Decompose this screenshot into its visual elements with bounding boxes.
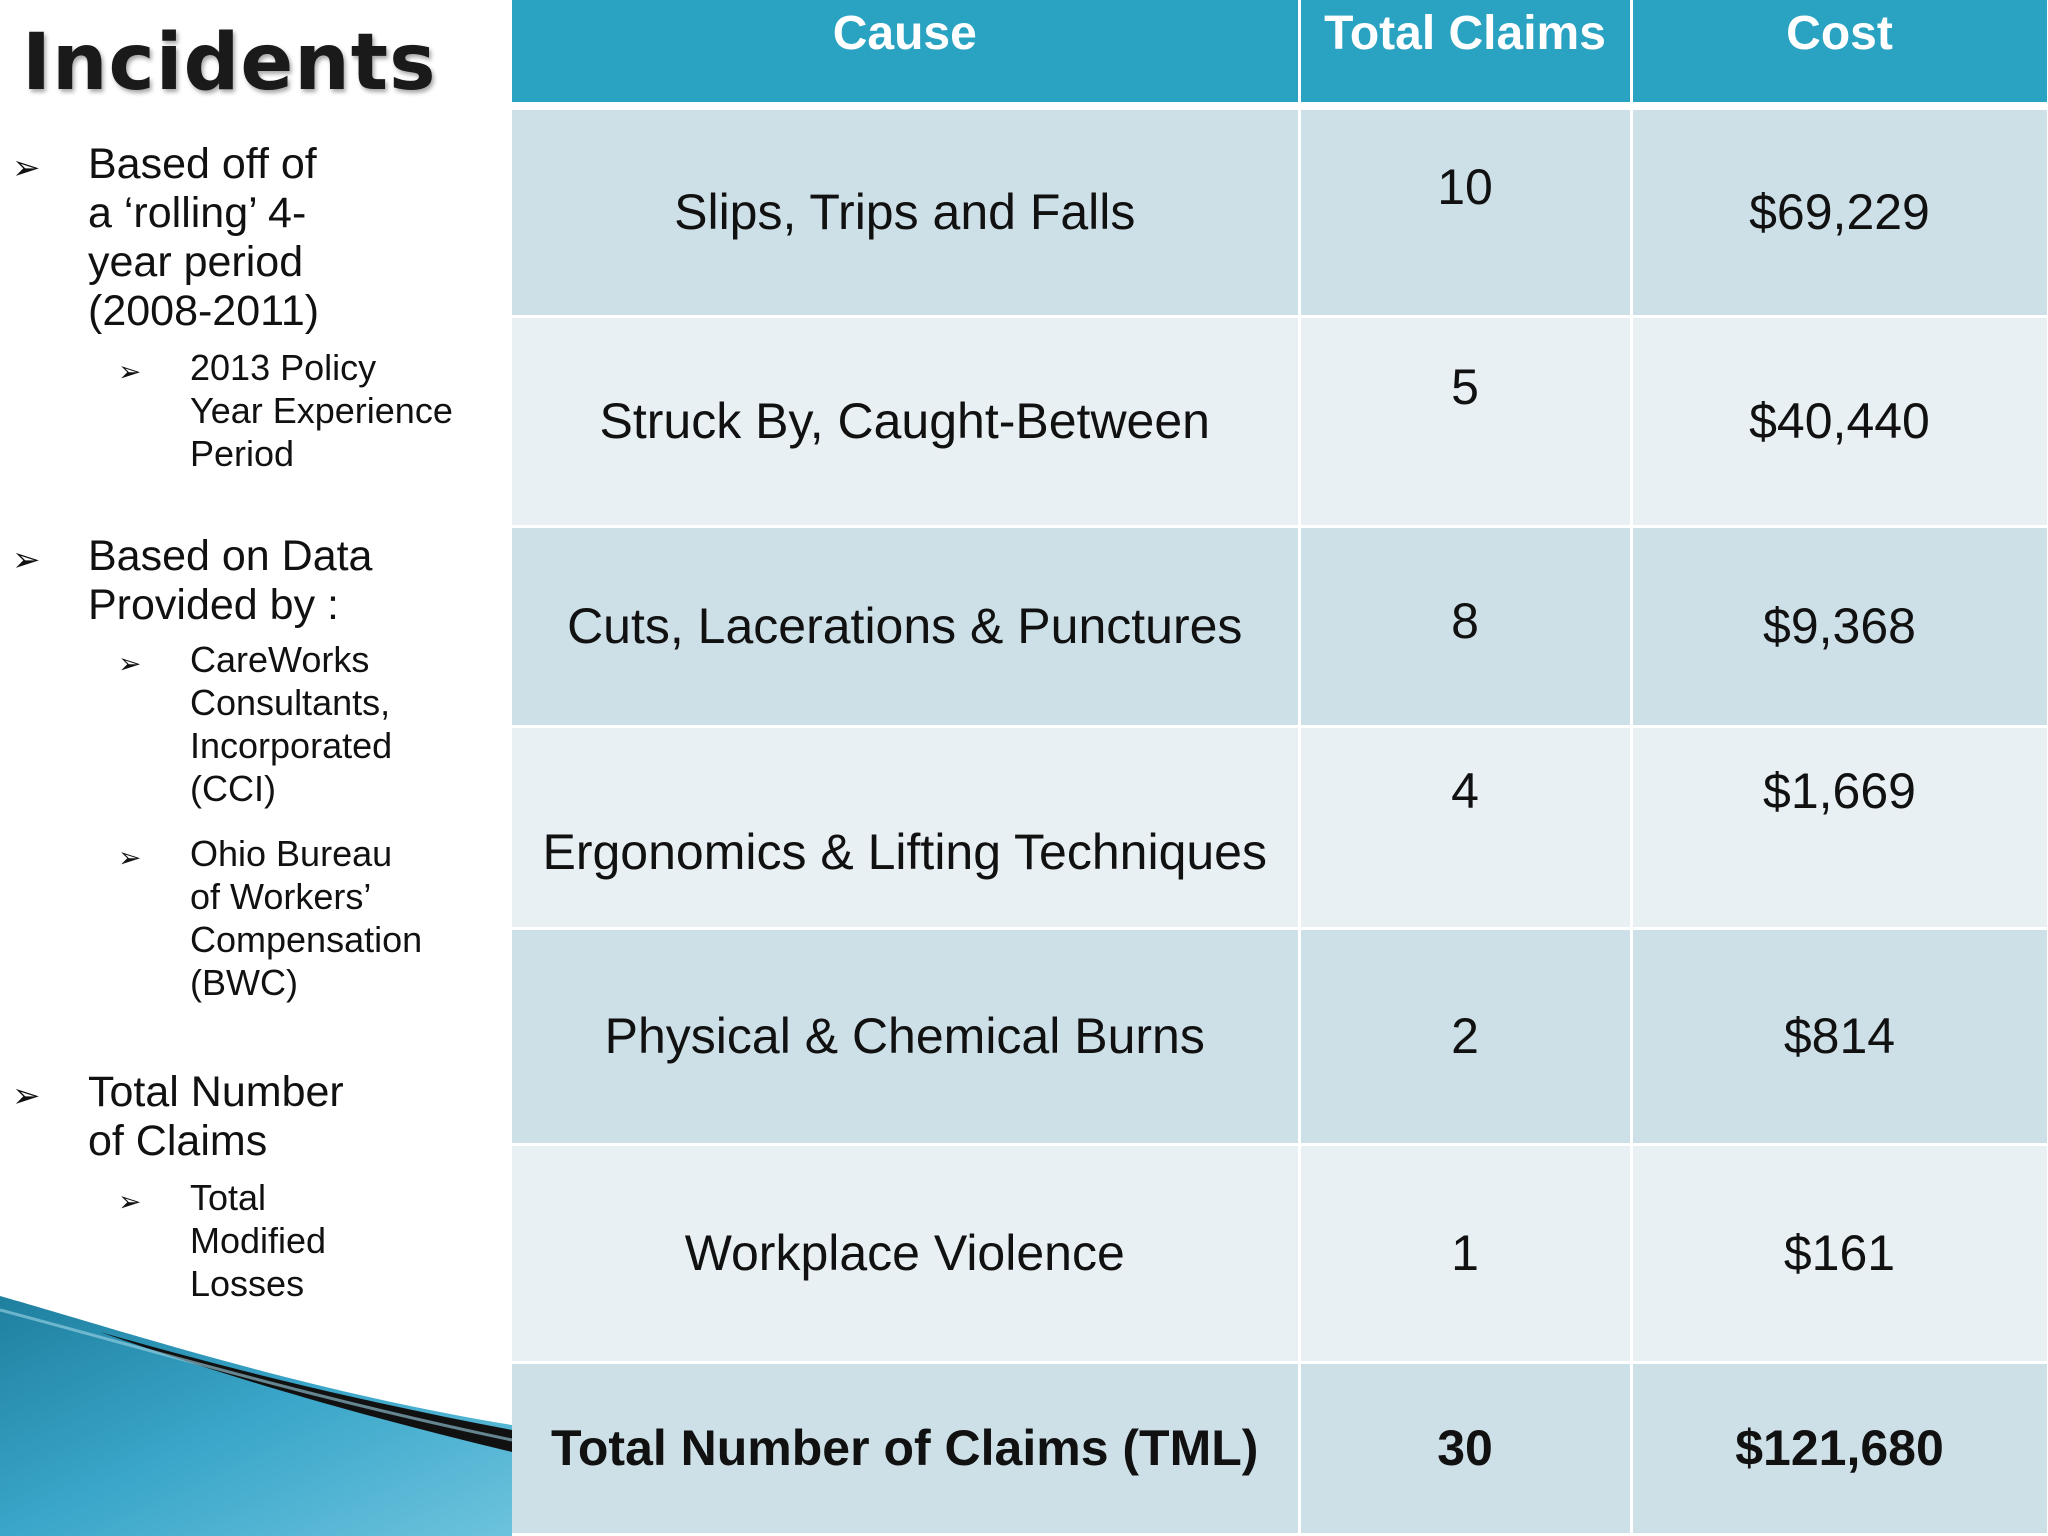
table-row	[512, 526, 2048, 726]
bullet-total-claims	[12, 1068, 344, 1166]
bullet-arrow-icon: ➢	[12, 540, 41, 580]
cause-cell: Ergonomics & Lifting Techniques	[512, 726, 1299, 928]
claims-cell: 10	[1299, 106, 1631, 316]
bullet-policy-year	[118, 346, 453, 475]
bullet-text: 2013 Policy Year Experience Period	[190, 347, 453, 474]
total-label-cell: Total Number of Claims (TML)	[512, 1362, 1299, 1535]
cause-cell: Physical & Chemical Burns	[512, 928, 1299, 1144]
table-row	[512, 1144, 2048, 1362]
table-header-row	[512, 0, 2048, 106]
total-claims-cell: 30	[1299, 1362, 1631, 1535]
column-header-cost: Cost	[1631, 0, 2048, 106]
decorative-wave	[0, 1280, 512, 1536]
table-row	[512, 106, 2048, 316]
bullet-arrow-icon: ➢	[12, 148, 41, 188]
cause-cell: Workplace Violence	[512, 1144, 1299, 1362]
cost-cell: $161	[1631, 1144, 2048, 1362]
column-header-cause: Cause	[512, 0, 1299, 106]
bullet-text: Based off of a ‘rolling’ 4- year period (2008-2011)	[88, 140, 320, 335]
cost-cell: $1,669	[1631, 726, 2048, 928]
cost-cell: $40,440	[1631, 316, 2048, 526]
bullet-text: Based on Data Provided by :	[88, 532, 373, 629]
bullet-text: Total Number of Claims	[88, 1068, 344, 1165]
bullet-text: CareWorks Consultants, Incorporated (CCI)	[190, 639, 393, 809]
bullet-arrow-icon: ➢	[12, 1076, 41, 1116]
bullet-arrow-icon: ➢	[118, 841, 142, 874]
bullet-text: Total Modified Losses	[190, 1177, 327, 1304]
total-cost-cell: $121,680	[1631, 1362, 2048, 1535]
bullet-ohio-bwc	[118, 832, 423, 1004]
table-total-row	[512, 1362, 2048, 1535]
claims-cell: 2	[1299, 928, 1631, 1144]
cost-cell: $69,229	[1631, 106, 2048, 316]
claims-cell: 1	[1299, 1144, 1631, 1362]
bullet-text: Ohio Bureau of Workers’ Compensation (BWC)	[190, 833, 423, 1003]
cost-cell: $9,368	[1631, 526, 2048, 726]
claims-cell: 4	[1299, 726, 1631, 928]
incidents-table-container	[512, 0, 2048, 1536]
bullet-arrow-icon: ➢	[118, 647, 142, 680]
bullet-careworks	[118, 638, 393, 810]
column-header-total-claims: Total Claims	[1299, 0, 1631, 106]
bullet-rolling-period	[12, 140, 320, 336]
cost-cell: $814	[1631, 928, 2048, 1144]
bullet-arrow-icon: ➢	[118, 1185, 142, 1218]
table-row	[512, 316, 2048, 526]
claims-cell: 8	[1299, 526, 1631, 726]
table-row	[512, 928, 2048, 1144]
claims-cell: 5	[1299, 316, 1631, 526]
cause-cell: Struck By, Caught-Between	[512, 316, 1299, 526]
bullet-arrow-icon: ➢	[118, 355, 142, 388]
bullet-data-provided	[12, 532, 373, 630]
slide-title: Incidents	[22, 18, 437, 108]
cause-cell: Cuts, Lacerations & Punctures	[512, 526, 1299, 726]
cause-cell: Slips, Trips and Falls	[512, 106, 1299, 316]
table-row	[512, 726, 2048, 928]
incidents-table	[512, 0, 2048, 1536]
